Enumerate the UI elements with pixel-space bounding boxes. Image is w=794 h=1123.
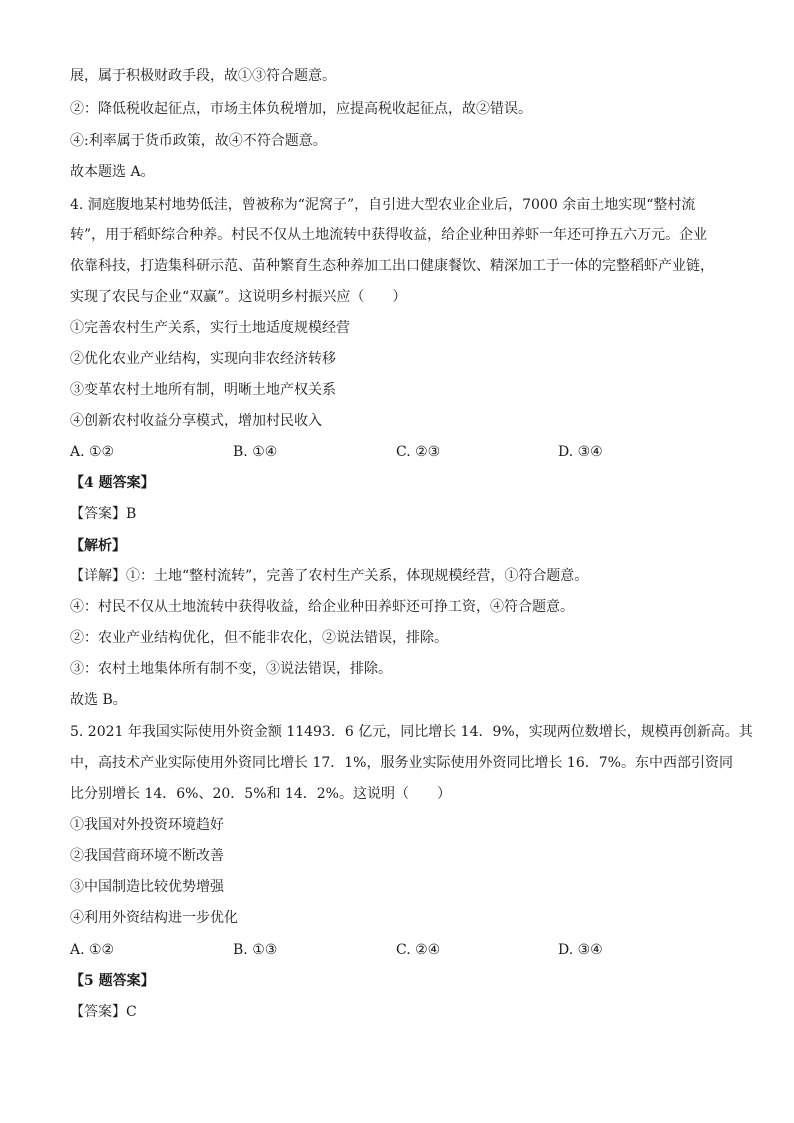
q4-option-c: C. ②③ xyxy=(396,444,441,460)
q4-stem-line: 依靠科技，打造集科研示范、苗种繁育生态种养加工出口健康餐饮、精深加工于一体的完整稻虾产业链， xyxy=(70,258,714,274)
q3-conclusion: 故本题选 A。 xyxy=(70,164,155,180)
q5-stem-line: 5. 2021 年我国实际使用外资金额 11493．6 亿元，同比增长 14．9%，实现两位数增长，规模再创新高。其 xyxy=(70,724,753,740)
q5-stem-line: 比分别增长 14．6%、20．5%和 14．2%。这说明（ ） xyxy=(70,786,451,802)
q4-option-b: B. ①④ xyxy=(233,444,278,460)
q4-option-a: A. ①② xyxy=(70,444,115,460)
q5-stem-line: 中，高技术产业实际使用外资同比增长 17．1%，服务业实际使用外资同比增长 16．7%。东中西部引资同 xyxy=(70,755,733,771)
q4-explanation-line: 【详解】①：土地“整村流转”，完善了农村生产关系，体现规模经营，①符合题意。 xyxy=(70,568,589,584)
q5-statement: ③中国制造比较优势增强 xyxy=(70,879,224,895)
q5-answer: 【答案】C xyxy=(70,1004,137,1020)
q4-statement: ②优化农业产业结构，实现向非农经济转移 xyxy=(70,351,336,367)
q5-statement: ①我国对外投资环境趋好 xyxy=(70,817,224,833)
q4-statement: ①完善农村生产关系，实行土地适度规模经营 xyxy=(70,320,350,336)
q5-option-a: A. ①② xyxy=(70,942,115,958)
q4-explanation-line: ②：农业产业结构优化，但不能非农化，②说法错误，排除。 xyxy=(70,630,448,646)
q5-answer-header: 【5 题答案】 xyxy=(70,973,155,989)
q4-explanation-line: ③：农村土地集体所有制不变，③说法错误，排除。 xyxy=(70,661,392,677)
q4-options xyxy=(70,442,730,462)
q5-option-b: B. ①③ xyxy=(233,942,278,958)
q4-analysis-header: 【解析】 xyxy=(70,538,126,554)
q4-stem-line: 转”，用于稻虾综合种养。村民不仅从土地流转中获得收益，给企业种田养虾一年还可挣五六万元。企业 xyxy=(70,227,708,243)
q5-options xyxy=(70,940,730,960)
q5-statement: ④利用外资结构进一步优化 xyxy=(70,910,238,926)
q4-stem-line: 实现了农民与企业“双赢”。这说明乡村振兴应（ ） xyxy=(70,289,407,305)
q4-answer-header: 【4 题答案】 xyxy=(70,475,155,491)
q4-stem-line: 4. 洞庭腹地某村地势低洼，曾被称为“泥窝子”，自引进大型农业企业后，7000 余亩土地实现“整村流 xyxy=(70,197,696,213)
q4-statement: ③变革农村土地所有制，明晰土地产权关系 xyxy=(70,382,336,398)
q4-statement: ④创新农村收益分享模式，增加村民收入 xyxy=(70,413,322,429)
q4-explanation-line: ④：村民不仅从土地流转中获得收益，给企业种田养虾还可挣工资，④符合题意。 xyxy=(70,599,574,615)
q5-statement: ②我国营商环境不断改善 xyxy=(70,848,224,864)
q3-explanation-line: ②：降低税收起征点，市场主体负税增加，应提高税收起征点，故②错误。 xyxy=(70,101,532,117)
q4-answer: 【答案】B xyxy=(70,506,137,522)
q3-explanation-line: 展，属于积极财政手段，故①③符合题意。 xyxy=(70,68,336,84)
q5-option-d: D. ③④ xyxy=(558,942,603,958)
q4-conclusion: 故选 B。 xyxy=(70,692,127,708)
q3-explanation-line: ④:利率属于货币政策，故④不符合题意。 xyxy=(70,133,327,149)
q4-option-d: D. ③④ xyxy=(558,444,603,460)
q5-option-c: C. ②④ xyxy=(396,942,441,958)
